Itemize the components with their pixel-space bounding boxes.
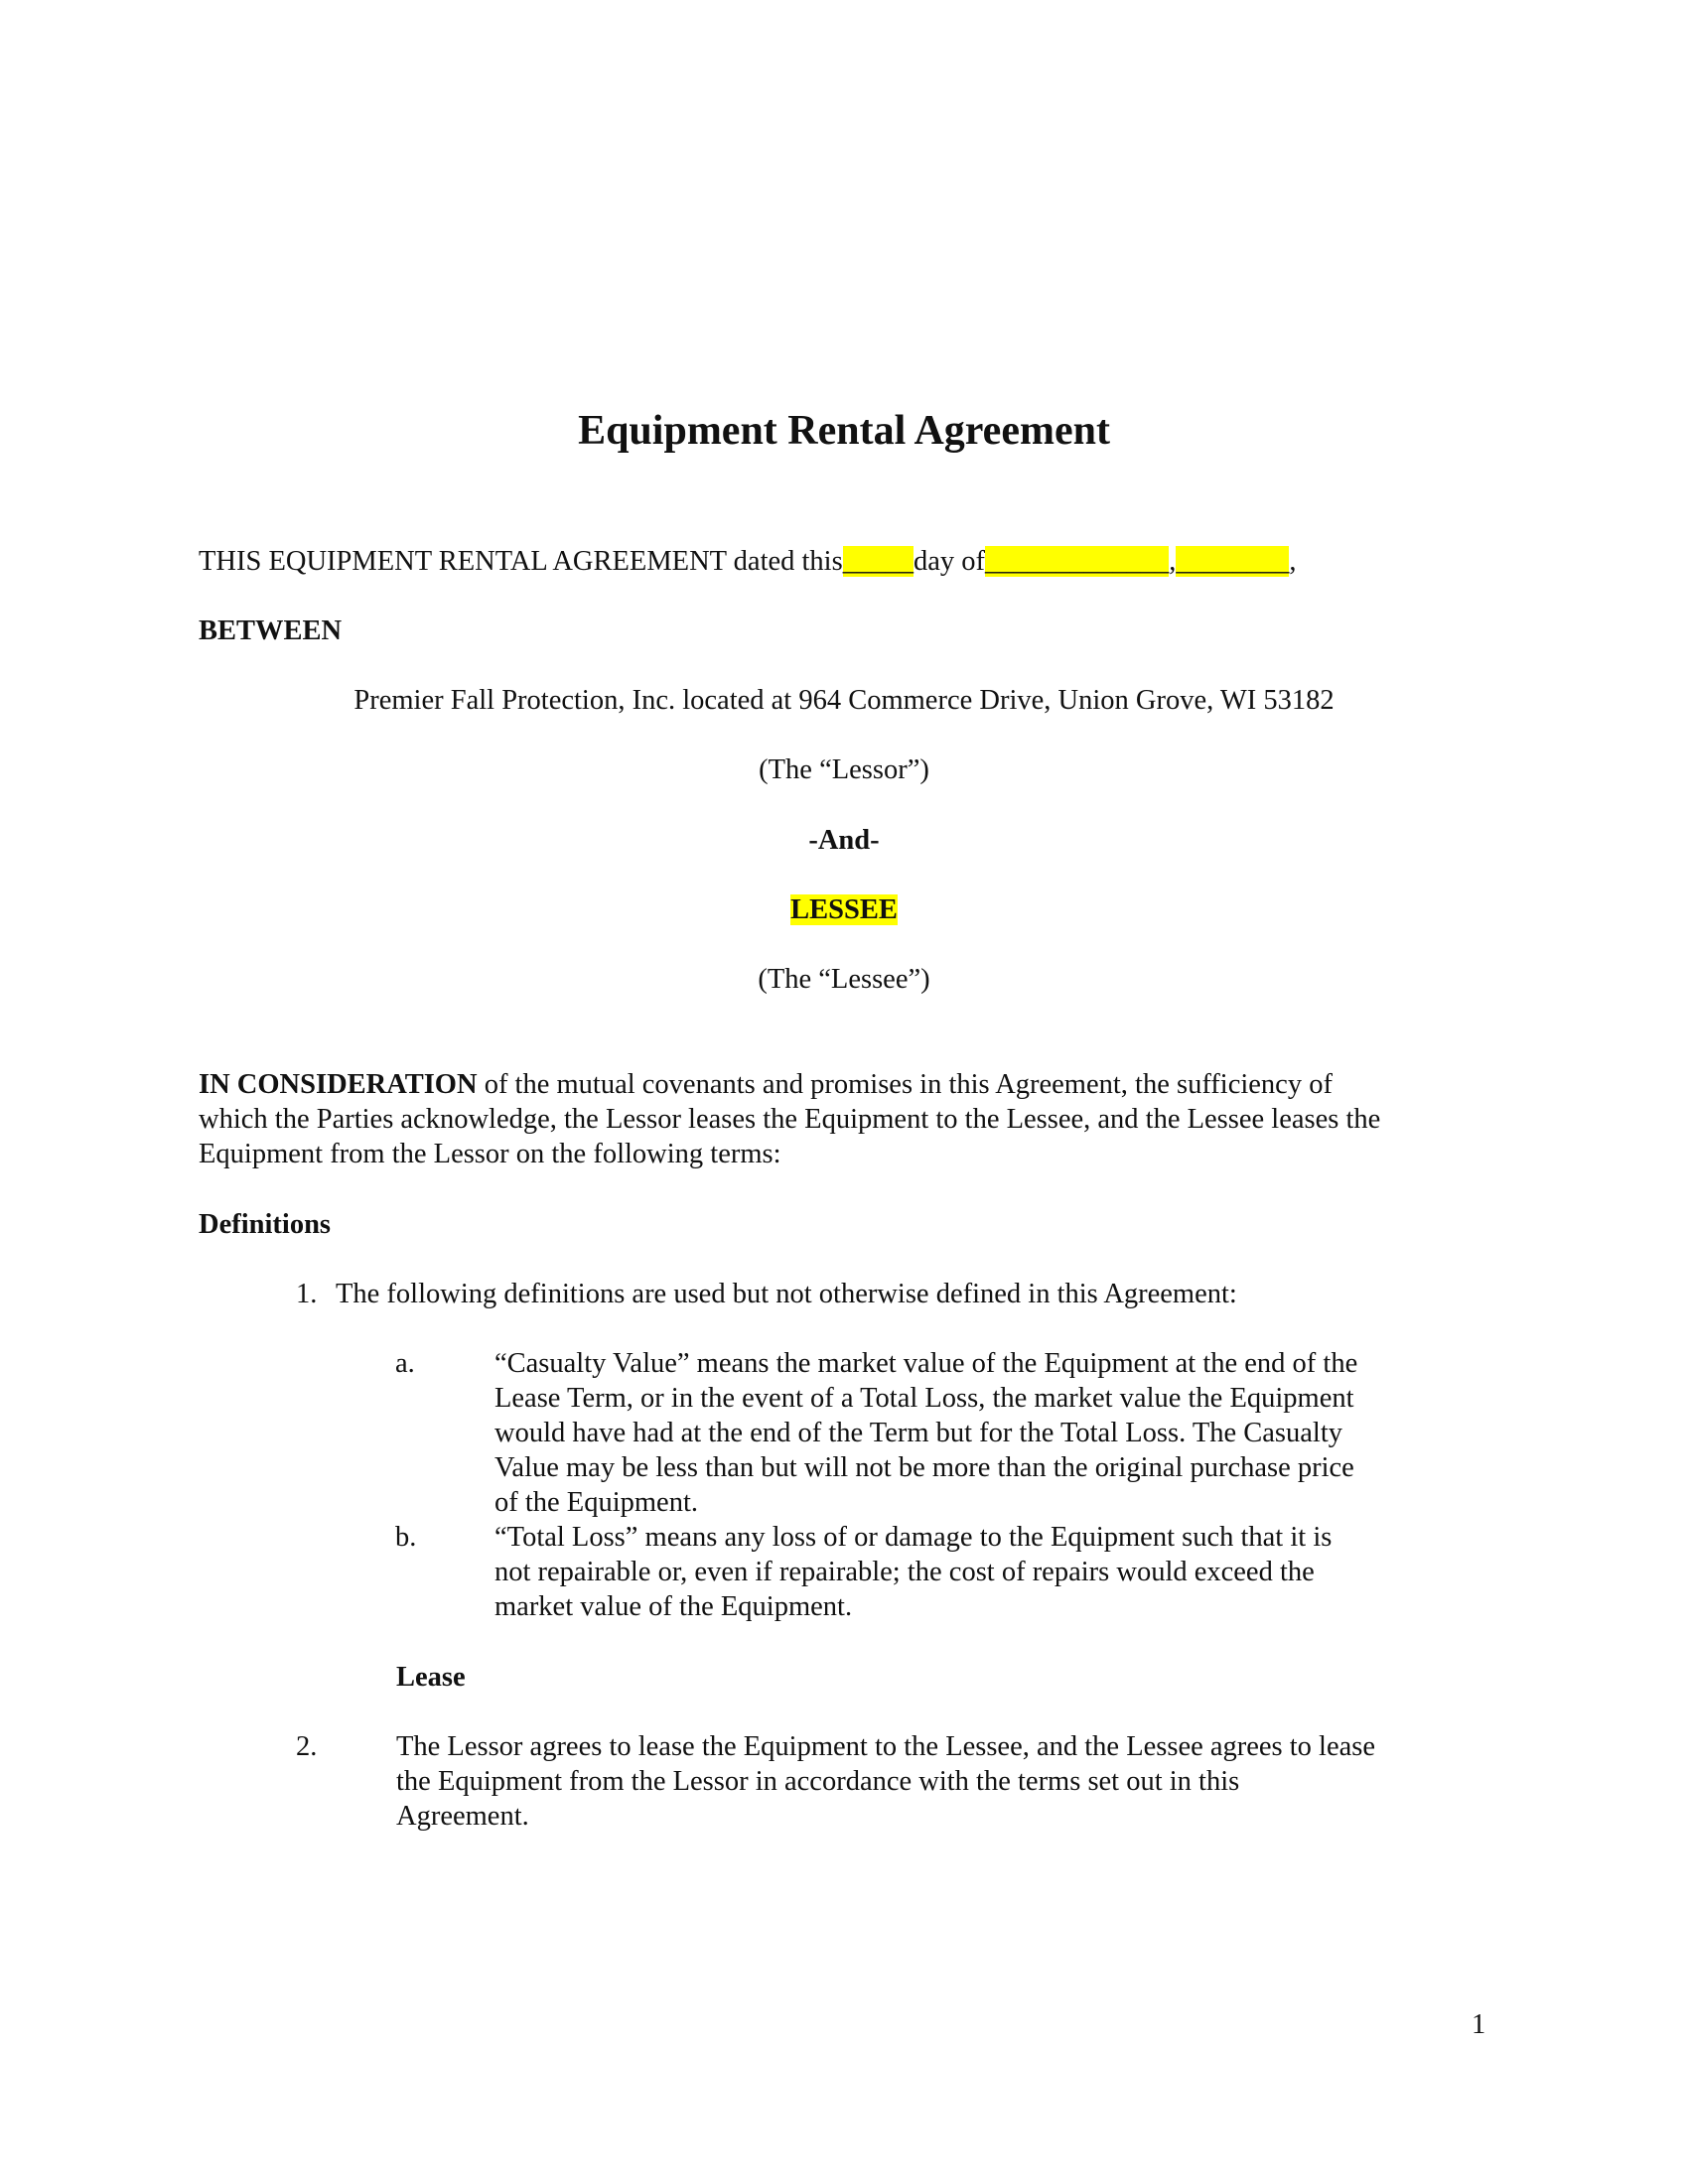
consideration-line-1 — [199, 1067, 1333, 1102]
clause-2-line: Agreement. — [396, 1801, 529, 1832]
definition-a-line: of the Equipment. — [494, 1487, 698, 1518]
consideration-line-3: Equipment from the Lessor on the following terms: — [199, 1139, 781, 1169]
intro-text: THIS EQUIPMENT RENTAL AGREEMENT dated this — [199, 546, 843, 577]
between-heading: BETWEEN — [199, 615, 343, 646]
definition-b-line: not repairable or, even if repairable; the cost of repairs would exceed the — [494, 1557, 1315, 1587]
definition-b-marker: b. — [395, 1522, 417, 1553]
page-number: 1 — [1472, 2009, 1486, 2040]
definition-a-line: would have had at the end of the Term but for the Total Loss. The Casualty — [494, 1418, 1342, 1448]
blank-month: _____________ — [984, 546, 1170, 577]
definitions-heading: Definitions — [199, 1209, 332, 1240]
clause-1-text: The following definitions are used but not otherwise defined in this Agreement: — [336, 1279, 1237, 1309]
definition-a-line: Lease Term, or in the event of a Total Loss, the market value the Equipment — [494, 1383, 1354, 1414]
lessee-name-line — [0, 892, 1688, 927]
clause-2-line: The Lessor agrees to lease the Equipment to the Lessee, and the Lessee agrees to lease — [396, 1731, 1376, 1762]
blank-year: ________ — [1176, 546, 1290, 577]
definition-a-line: “Casualty Value” means the market value of the Equipment at the end of the — [494, 1348, 1358, 1379]
definition-a-marker: a. — [395, 1348, 415, 1379]
consideration-line-2: which the Parties acknowledge, the Lessor leases the Equipment to the Lessee, and the Lessee leases the — [199, 1104, 1381, 1135]
intro-comma: , — [1169, 546, 1177, 577]
lessor-label: (The “Lessor”) — [759, 754, 929, 785]
clause-2-number: 2. — [296, 1731, 318, 1762]
document-title: Equipment Rental Agreement — [578, 408, 1110, 454]
lessee-name: LESSEE — [790, 894, 898, 925]
clause-1-number: 1. — [296, 1279, 318, 1309]
consideration-lead: IN CONSIDERATION — [199, 1069, 478, 1100]
intro-day-of: day of — [913, 546, 985, 577]
definition-a-line: Value may be less than but will not be more than the original purchase price — [494, 1452, 1354, 1483]
blank-day: _____ — [842, 546, 914, 577]
clause-2-line: the Equipment from the Lessor in accordance with the terms set out in this — [396, 1766, 1240, 1797]
intro-comma-end: , — [1289, 546, 1297, 577]
intro-line — [199, 544, 1296, 579]
lessee-label: (The “Lessee”) — [758, 964, 930, 995]
consideration-line1-rest: of the mutual covenants and promises in this Agreement, the sufficiency of — [477, 1069, 1333, 1100]
definition-b-line: “Total Loss” means any loss of or damage to the Equipment such that it is — [494, 1522, 1333, 1553]
and-label: -And- — [808, 825, 880, 856]
definition-b-line: market value of the Equipment. — [494, 1591, 853, 1622]
lease-heading: Lease — [396, 1662, 466, 1693]
lessor-address: Premier Fall Protection, Inc. located at 964 Commerce Drive, Union Grove, WI 53182 — [353, 685, 1335, 716]
